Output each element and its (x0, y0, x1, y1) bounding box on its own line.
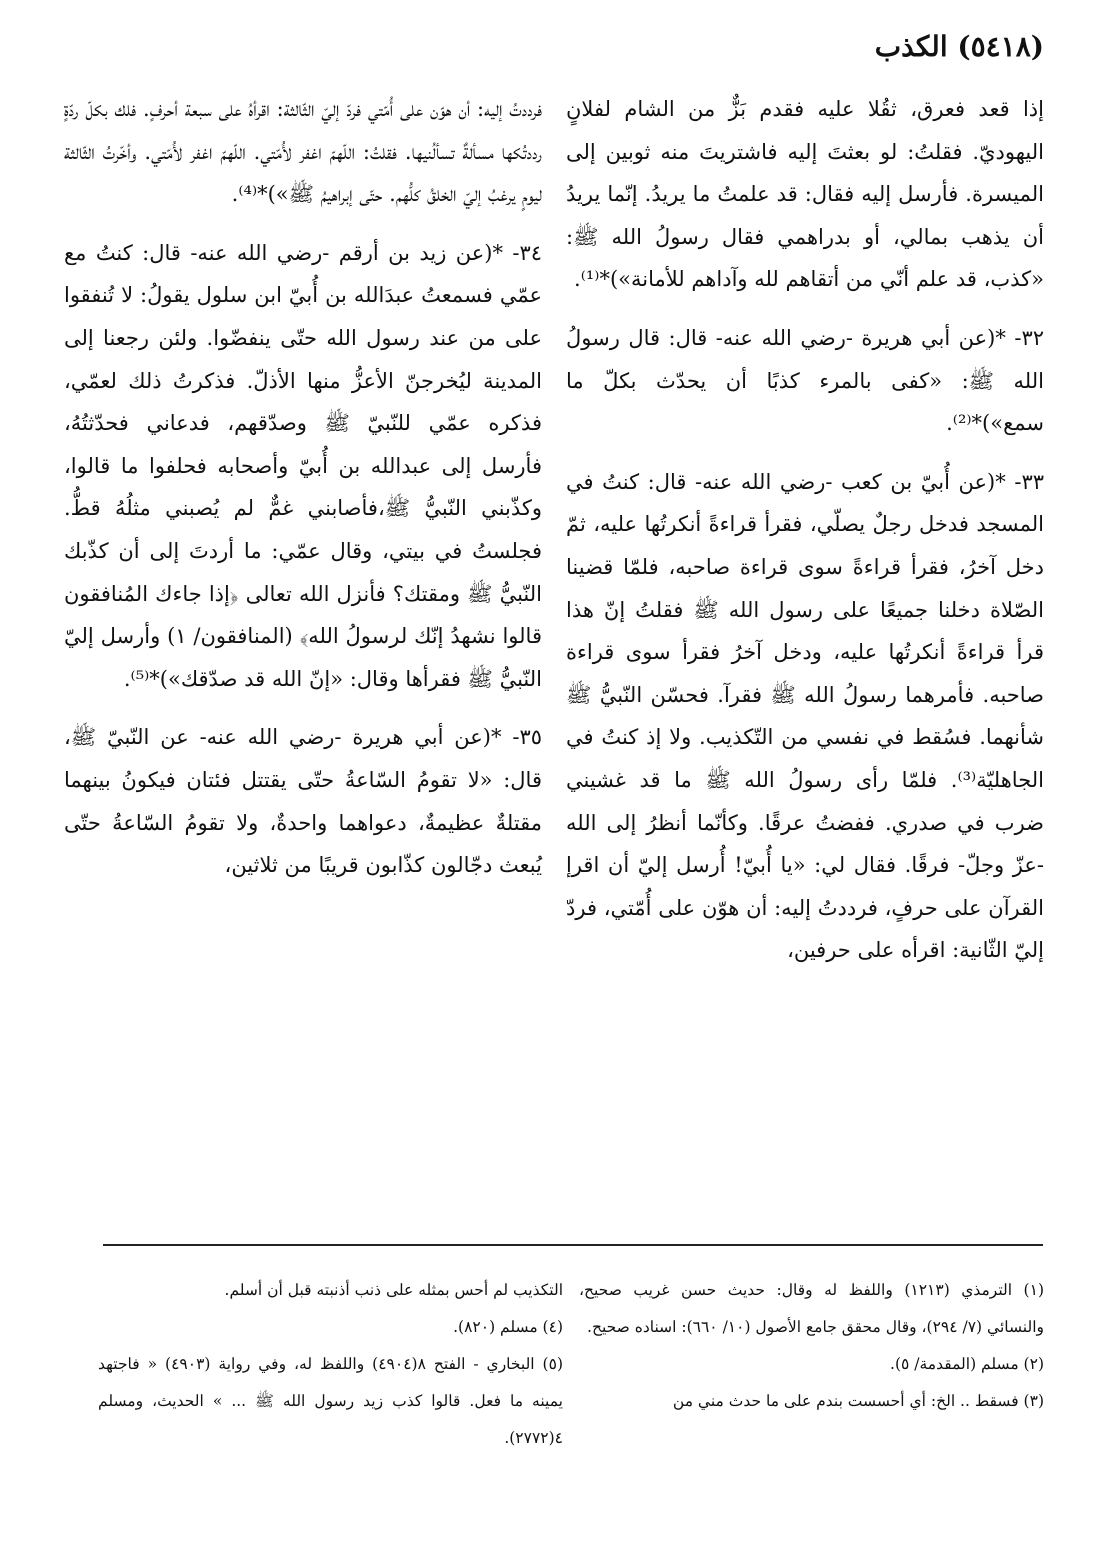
footnotes-left (98, 1272, 563, 1457)
page-header: (٥٤١٨) الكذب (874, 30, 1044, 63)
footnote-5: (٥) البخاري - الفتح ٨(٤٩٠٤) واللفظ له، وفي رواية (٤٩٠٣) « فاجتهد يمينه ما فعل. قالوا كذب زيد رسول الله ﷺ ... » الحديث، ومسلم ٤(٢٧٧٢). (98, 1355, 563, 1447)
hadith-32: ٣٢- *(عن أبي هريرة -رضي الله عنه- قال: قال رسولُ الله ﷺ: «كفى بالمرء كذبًا أن يحدّث بكلّ ما سمع»)*⁽²⁾. (566, 325, 1044, 436)
hadith-34: ٣٤- *(عن زيد بن أرقم -رضي الله عنه- قال: كنتُ مع عمّي فسمعتُ عبدَالله بن أُبيّ ابن سلول يقولُ: لا تُنفقوا على من عند رسول الله حتّى ينفضّوا. ولئن رجعنا إلى المدينة ليُخرجنّ الأعزُّ منها الأذلّ. فذكرتُ ذلك لعمّي، فذكره عمّي للنّبيّ ﷺ وصدّقهم، فدعاني فحدّثتُهُ، فأرسل إلى عبدالله بن أُبيّ وأصحابه فحلفوا ما قالوا، وكذّبني النّبيُّ ﷺ،فأصابني غمٌّ لم يُصبني مثلُهُ قطُّ. فجلستُ في بيتي، وقال عمّي: ما أردتَ إلى أن كذّبك النّبيُّ ﷺ ومقتك؟ فأنزل الله تعالى ﴿إذا جاءك المُنافقون قالوا نشهدُ إنّك لرسولُ الله﴾ (المنافقون/ ١) وأرسل إليّ النّبيُّ ﷺ فقرأها وقال: «إنّ الله قد صدّقك»)*⁽⁵⁾. (64, 240, 542, 691)
footnote-4: (٤) مسلم (٨٢٠). (453, 1318, 563, 1336)
left-column (64, 88, 542, 903)
hadith-33-continuation: فرددتُ إليه: أن هوّن على أُمّتي فردّ إليّ الثّالثة: اقرأهُ على سبعة أحرفٍ. فلك بكلّ ردّةٍ رددتُكها مسألةٌ تسألُنيها. فقلتُ: اللّهمّ اغفر لأُمّتي. اللّهمّ اغفر لأُمّتي. وأخّرتُ الثّالثة ليومٍ يرغبُ إليّ الخلقُ كلُّهم. حتّى إبراهيمُ ﷺ»)*⁽⁴⁾. (64, 97, 542, 207)
footnote-3-continuation: التكذيب لم أحس بمثله على ذنب أذنبته قبل أن أسلم. (224, 1281, 563, 1299)
hadith-31-continuation: إذا قعد فعرق، ثقُلا عليه فقدم بَزٌّ من الشام لفلانٍ اليهوديّ. فقلتُ: لو بعثتَ إليه فاشتريتَ منه ثوبين إلى الميسرة. فأرسل إليه فقال: قد علمتُ ما يريدُ. إنّما يريدُ أن يذهب بمالي، أو بدراهمي فقال رسولُ الله ﷺ: «كذب، قد علم أنّي من أتقاهم لله وآداهم للأمانة»)*⁽¹⁾. (566, 97, 1044, 292)
right-column (566, 88, 1044, 988)
footnote-1: (١) الترمذي (١٢١٣) واللفظ له وقال: حديث حسن غريب صحيح، والنسائي (٧/ ٢٩٤)، وقال محقق جامع الأصول (١٠/ ٦٦٠): اسناده صحيح. (579, 1281, 1044, 1336)
footnote-divider (103, 1244, 1043, 1246)
footnotes-right (579, 1272, 1044, 1420)
footnote-3: (٣) فسقط .. الخ: أي أحسست بندم على ما حدث مني من (672, 1392, 1044, 1410)
hadith-33: ٣٣- *(عن أُبيّ بن كعب -رضي الله عنه- قال: كنتُ في المسجد فدخل رجلٌ يصلّي، فقرأ قراءةً أنكرتُها عليه، ثمّ دخل آخرُ، فقرأ قراءةً سوى قراءة صاحبه، فلمّا قضينا الصّلاة دخلنا جميعًا على رسول الله ﷺ فقلتُ إنّ هذا قرأ قراءةً أنكرتُها عليه، ودخل آخرُ فقرأ سوى قراءة صاحبه. فأمرهما رسولُ الله ﷺ فقرآ. فحسّن النّبيُّ ﷺ شأنهما. فسُقط في نفسي من التّكذيب. ولا إذ كنتُ في الجاهليّة⁽³⁾. فلمّا رأى رسولُ الله ﷺ ما قد غشيني ضرب في صدري. ففضتُ عرقًا. وكأنّما أنظرُ إلى الله -عزّ وجلّ- فرقًا. فقال لي: «يا أُبيّ! أُرسل إليّ أن اقرإ القرآن على حرفٍ، فرددتُ إليه: أن هوّن على أُمّتي، فردّ إليّ الثّانية: اقرأه على حرفين، (566, 469, 1044, 963)
hadith-35: ٣٥- *(عن أبي هريرة -رضي الله عنه- عن النّبيّ ﷺ، قال: «لا تقومُ السّاعةُ حتّى يقتتل فئتان فيكونُ بينهما مقتلةٌ عظيمةٌ، دعواهما واحدةٌ، ولا تقومُ السّاعةُ حتّى يُبعث دجّالون كذّابون قريبًا من ثلاثين، (64, 725, 542, 878)
footnote-2: (٢) مسلم (المقدمة/ ٥). (890, 1355, 1044, 1373)
